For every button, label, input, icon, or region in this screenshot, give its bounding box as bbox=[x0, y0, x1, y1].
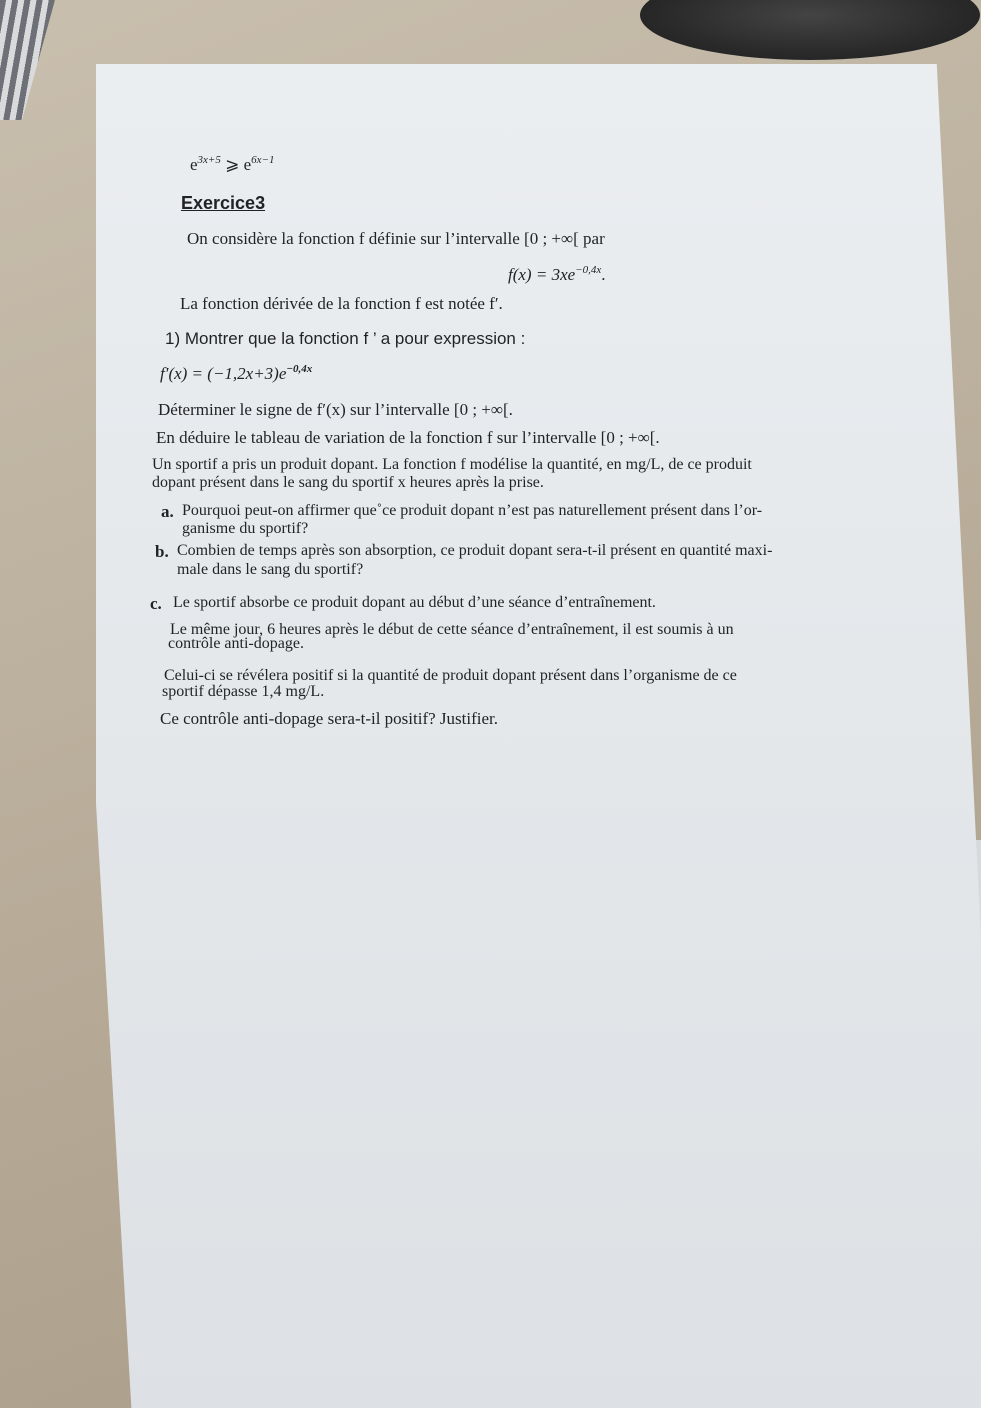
window-blind bbox=[0, 0, 55, 120]
derivative-formula: $f'(x) = (-1,2x+3)e^{-0,4x}$ bbox=[160, 363, 313, 383]
question-b-label: b. bbox=[155, 542, 169, 561]
question-c-line-4: Celui-ci se révélera positif si la quantité de produit dopant présent dans l’organisme de ce bbox=[164, 667, 737, 684]
derivative-note: La fonction dérivée de la fonction f est notée f′. bbox=[180, 294, 503, 313]
question-c-line-6: Ce contrôle anti-dopage sera-t-il positif? Justifier. bbox=[160, 709, 499, 728]
context-line-1: Un sportif a pris un produit dopant. La fonction f modélise la quantité, en mg/L, de ce produit bbox=[152, 456, 752, 473]
question-a-label: a. bbox=[161, 502, 174, 521]
context-line-2: dopant présent dans le sang du sportif x heures après la prise. bbox=[152, 474, 544, 491]
question-c-line-5: sportif dépasse 1,4 mg/L. bbox=[162, 683, 325, 700]
question-sign: Déterminer le signe de f′(x) sur l’intervalle [0 ; +∞[. bbox=[158, 400, 513, 419]
question-a-line-2: ganisme du sportif? bbox=[182, 520, 309, 537]
question-1: 1) Montrer que la fonction f ’ a pour expression : bbox=[165, 329, 526, 348]
function-definition: $f(x) = 3xe^{-0,4x}$. bbox=[508, 264, 606, 284]
question-c-label: c. bbox=[150, 594, 162, 613]
question-c-line-2: Le même jour, 6 heures après le début de cette séance d’entraînement, il est soumis à un bbox=[170, 621, 734, 638]
lamp-base bbox=[640, 0, 980, 60]
exercise-title: Exercice3 bbox=[181, 193, 266, 213]
intro-text: On considère la fonction f définie sur l’intervalle [0 ; +∞[ par bbox=[187, 229, 605, 248]
question-c-line-1: Le sportif absorbe ce produit dopant au début d’une séance d’entraînement. bbox=[173, 594, 656, 611]
question-a-line-1: Pourquoi peut-on affirmer que˚ce produit dopant n’est pas naturellement présent dans l’or- bbox=[182, 502, 763, 519]
top-inequality: $e^{3x+5}$ ⩾ $e^{6x-1}$ bbox=[190, 154, 275, 174]
question-b-line-2: male dans le sang du sportif? bbox=[177, 561, 364, 578]
question-variation: En déduire le tableau de variation de la fonction f sur l’intervalle [0 ; +∞[. bbox=[156, 428, 660, 447]
question-b-line-1: Combien de temps après son absorption, ce produit dopant sera-t-il présent en quantité maxi- bbox=[177, 542, 773, 559]
question-c-line-3: contrôle anti-dopage. bbox=[168, 635, 304, 652]
